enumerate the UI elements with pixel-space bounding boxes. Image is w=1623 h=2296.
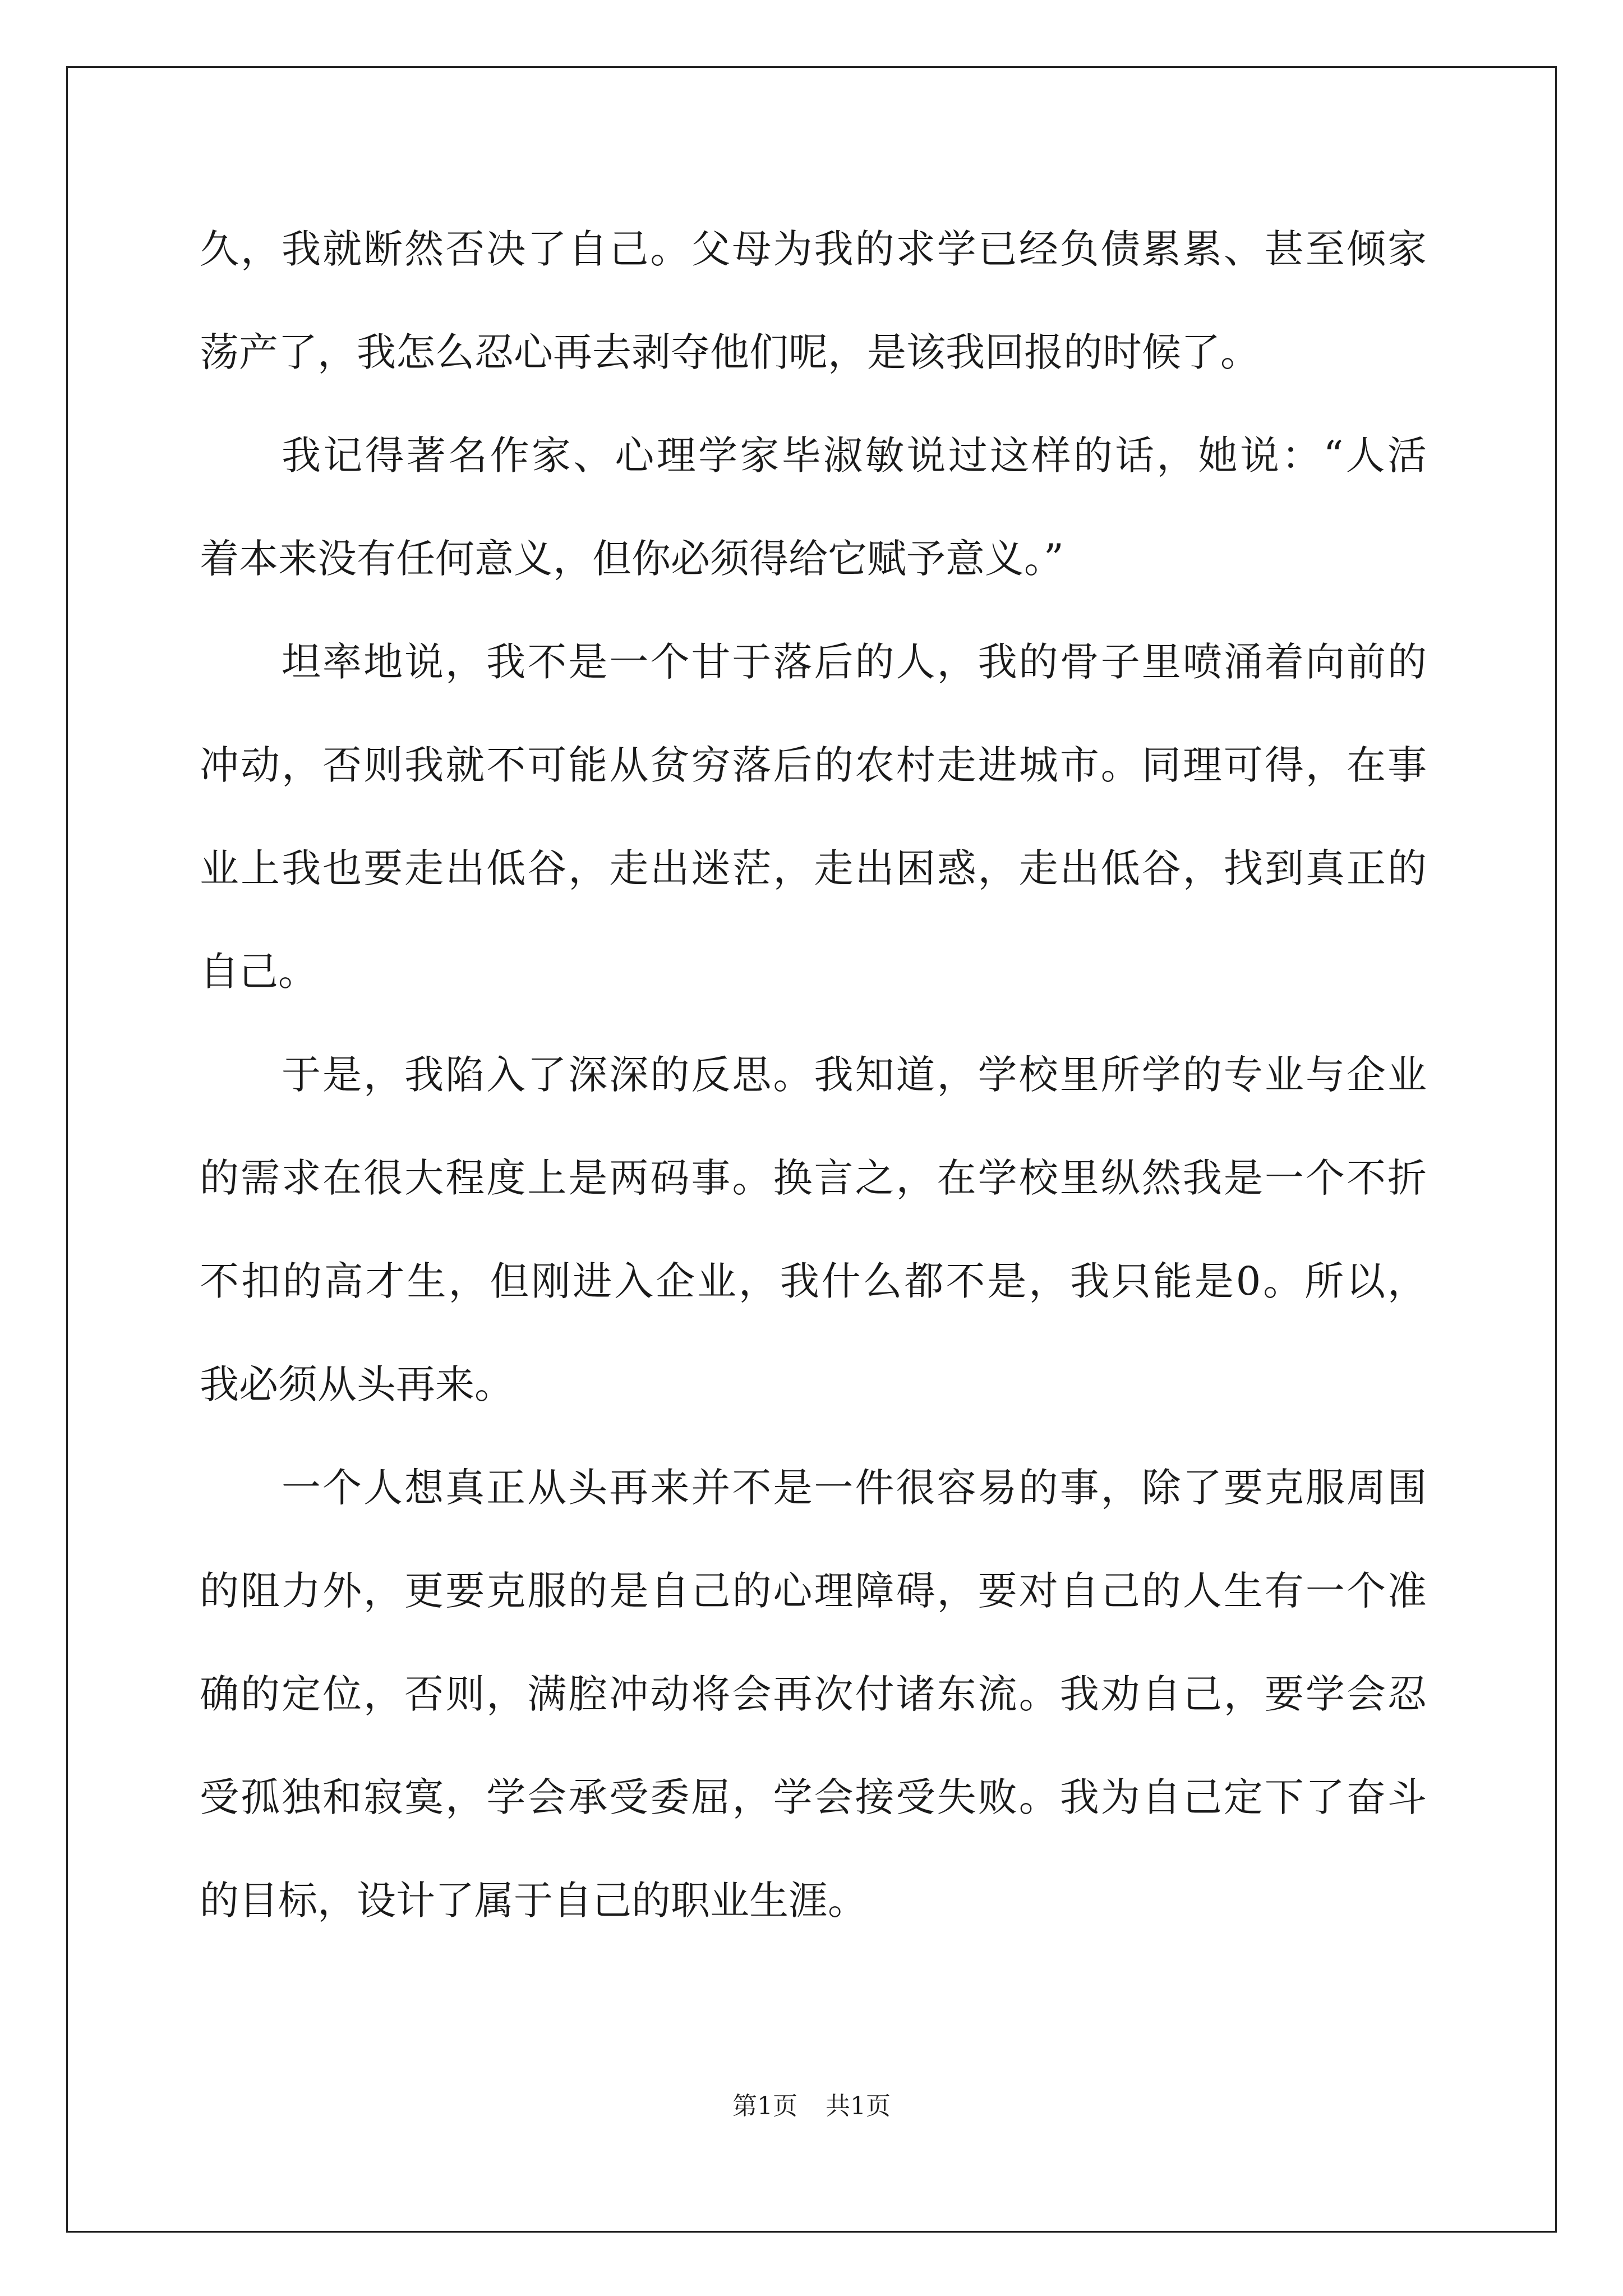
paragraph-first-line: 我记得著名作家、心理学家毕淑敏说过这样的话，她说：“人活 xyxy=(282,432,1427,478)
text-line: 的目标，设计了属于自己的职业生涯。 xyxy=(200,1878,867,1924)
text-line: 受孤独和寂寞，学会承受委屈，学会接受失败。我为自己定下了奋斗 xyxy=(200,1774,1427,1820)
paragraph-first-line: 于是，我陷入了深深的反思。我知道，学校里所学的专业与企业 xyxy=(282,1052,1427,1098)
text-line: 自己。 xyxy=(200,949,317,995)
text-line: 我必须从头再来。 xyxy=(200,1361,514,1407)
page-footer xyxy=(0,2090,1623,2123)
text-line: 的阻力外，更要克服的是自己的心理障碍，要对自己的人生有一个准 xyxy=(200,1568,1427,1614)
document-body xyxy=(200,197,1427,1952)
text-line: 冲动，否则我就不可能从贫穷落后的农村走进城市。同理可得，在事 xyxy=(200,742,1427,788)
page-number: 第1页 xyxy=(732,2092,797,2120)
text-line: 确的定位，否则，满腔冲动将会再次付诸东流。我劝自己，要学会忍 xyxy=(200,1671,1427,1717)
page-total: 共1页 xyxy=(826,2092,891,2120)
text-line: 不扣的高才生，但刚进入企业，我什么都不是，我只能是0。所以， xyxy=(200,1258,1427,1304)
text-line: 荡产了，我怎么忍心再去剥夺他们呢，是该我回报的时候了。 xyxy=(200,329,1260,375)
paragraph-first-line: 一个人想真正从头再来并不是一件很容易的事，除了要克服周围 xyxy=(282,1465,1427,1511)
text-line: 业上我也要走出低谷，走出迷茫，走出困惑，走出低谷，找到真正的 xyxy=(200,845,1427,891)
text-line: 久，我就断然否决了自己。父母为我的求学已经负债累累、甚至倾家 xyxy=(200,226,1427,272)
paragraph-first-line: 坦率地说，我不是一个甘于落后的人，我的骨子里喷涌着向前的 xyxy=(282,639,1427,685)
text-line: 着本来没有任何意义，但你必须得给它赋予意义。” xyxy=(200,536,1064,582)
text-line: 的需求在很大程度上是两码事。换言之，在学校里纵然我是一个不折 xyxy=(200,1155,1427,1201)
